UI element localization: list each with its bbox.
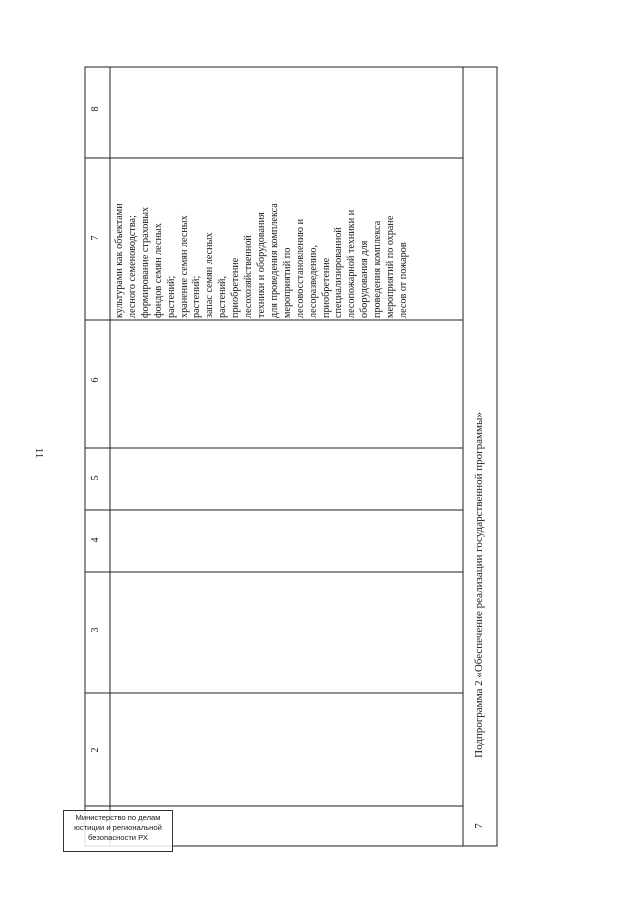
col7-line: приобретение <box>320 257 332 318</box>
header-col-7: 7 <box>90 235 101 241</box>
col7-line: лесовосстановлению и <box>294 218 306 318</box>
header-col-3: 3 <box>90 627 101 633</box>
col7-line: запас семян лесных <box>204 232 216 318</box>
header-col-4: 4 <box>90 537 101 543</box>
header-col-6: 6 <box>90 377 101 383</box>
col7-line: формирование страховых <box>139 206 151 318</box>
col7-line: для проведения комплекса <box>268 203 280 318</box>
header-col-8: 8 <box>90 106 101 112</box>
col7-line: мероприятий по <box>281 247 293 318</box>
col7-line: культурами как объектами <box>114 203 125 318</box>
col7-cell-text <box>114 158 411 318</box>
stamp-line: Министерство по делам <box>75 813 161 822</box>
col7-line: специализированной <box>333 227 345 318</box>
col7-line: лесоразведению, <box>307 244 319 318</box>
stamp-line: юстиции и региональной <box>74 823 162 832</box>
col7-line: хранение семян лесных <box>178 215 190 318</box>
header-col-2: 2 <box>90 747 101 753</box>
registration-stamp <box>63 810 173 852</box>
header-col-5: 5 <box>90 475 101 481</box>
col7-line: растений; <box>165 275 177 318</box>
col7-line: растений, <box>217 275 229 318</box>
subprogram-title: Подпрограмма 2 «Обеспечение реализации государственной программы» <box>473 412 485 758</box>
stamp-line: безопасности РХ <box>88 833 148 842</box>
col7-line: лесопожарной техники и <box>346 209 358 318</box>
col7-line: растений; <box>191 275 203 318</box>
col7-line: лесохозяйственной <box>243 235 255 318</box>
col7-line: техники и оборудования <box>255 212 267 318</box>
col7-line: мероприятий по охране <box>385 215 397 318</box>
col7-line: лесного семеноводства; <box>126 215 138 318</box>
col7-line: лесов от пожаров <box>397 242 409 318</box>
col7-line: фондов семян лесных <box>152 223 164 318</box>
page-number: 11 <box>33 447 45 459</box>
row-number: 7 <box>473 823 485 829</box>
col7-line: проведения комплекса <box>372 220 384 318</box>
col7-line: оборудования для <box>359 240 371 318</box>
col7-line: приобретение <box>230 257 242 318</box>
